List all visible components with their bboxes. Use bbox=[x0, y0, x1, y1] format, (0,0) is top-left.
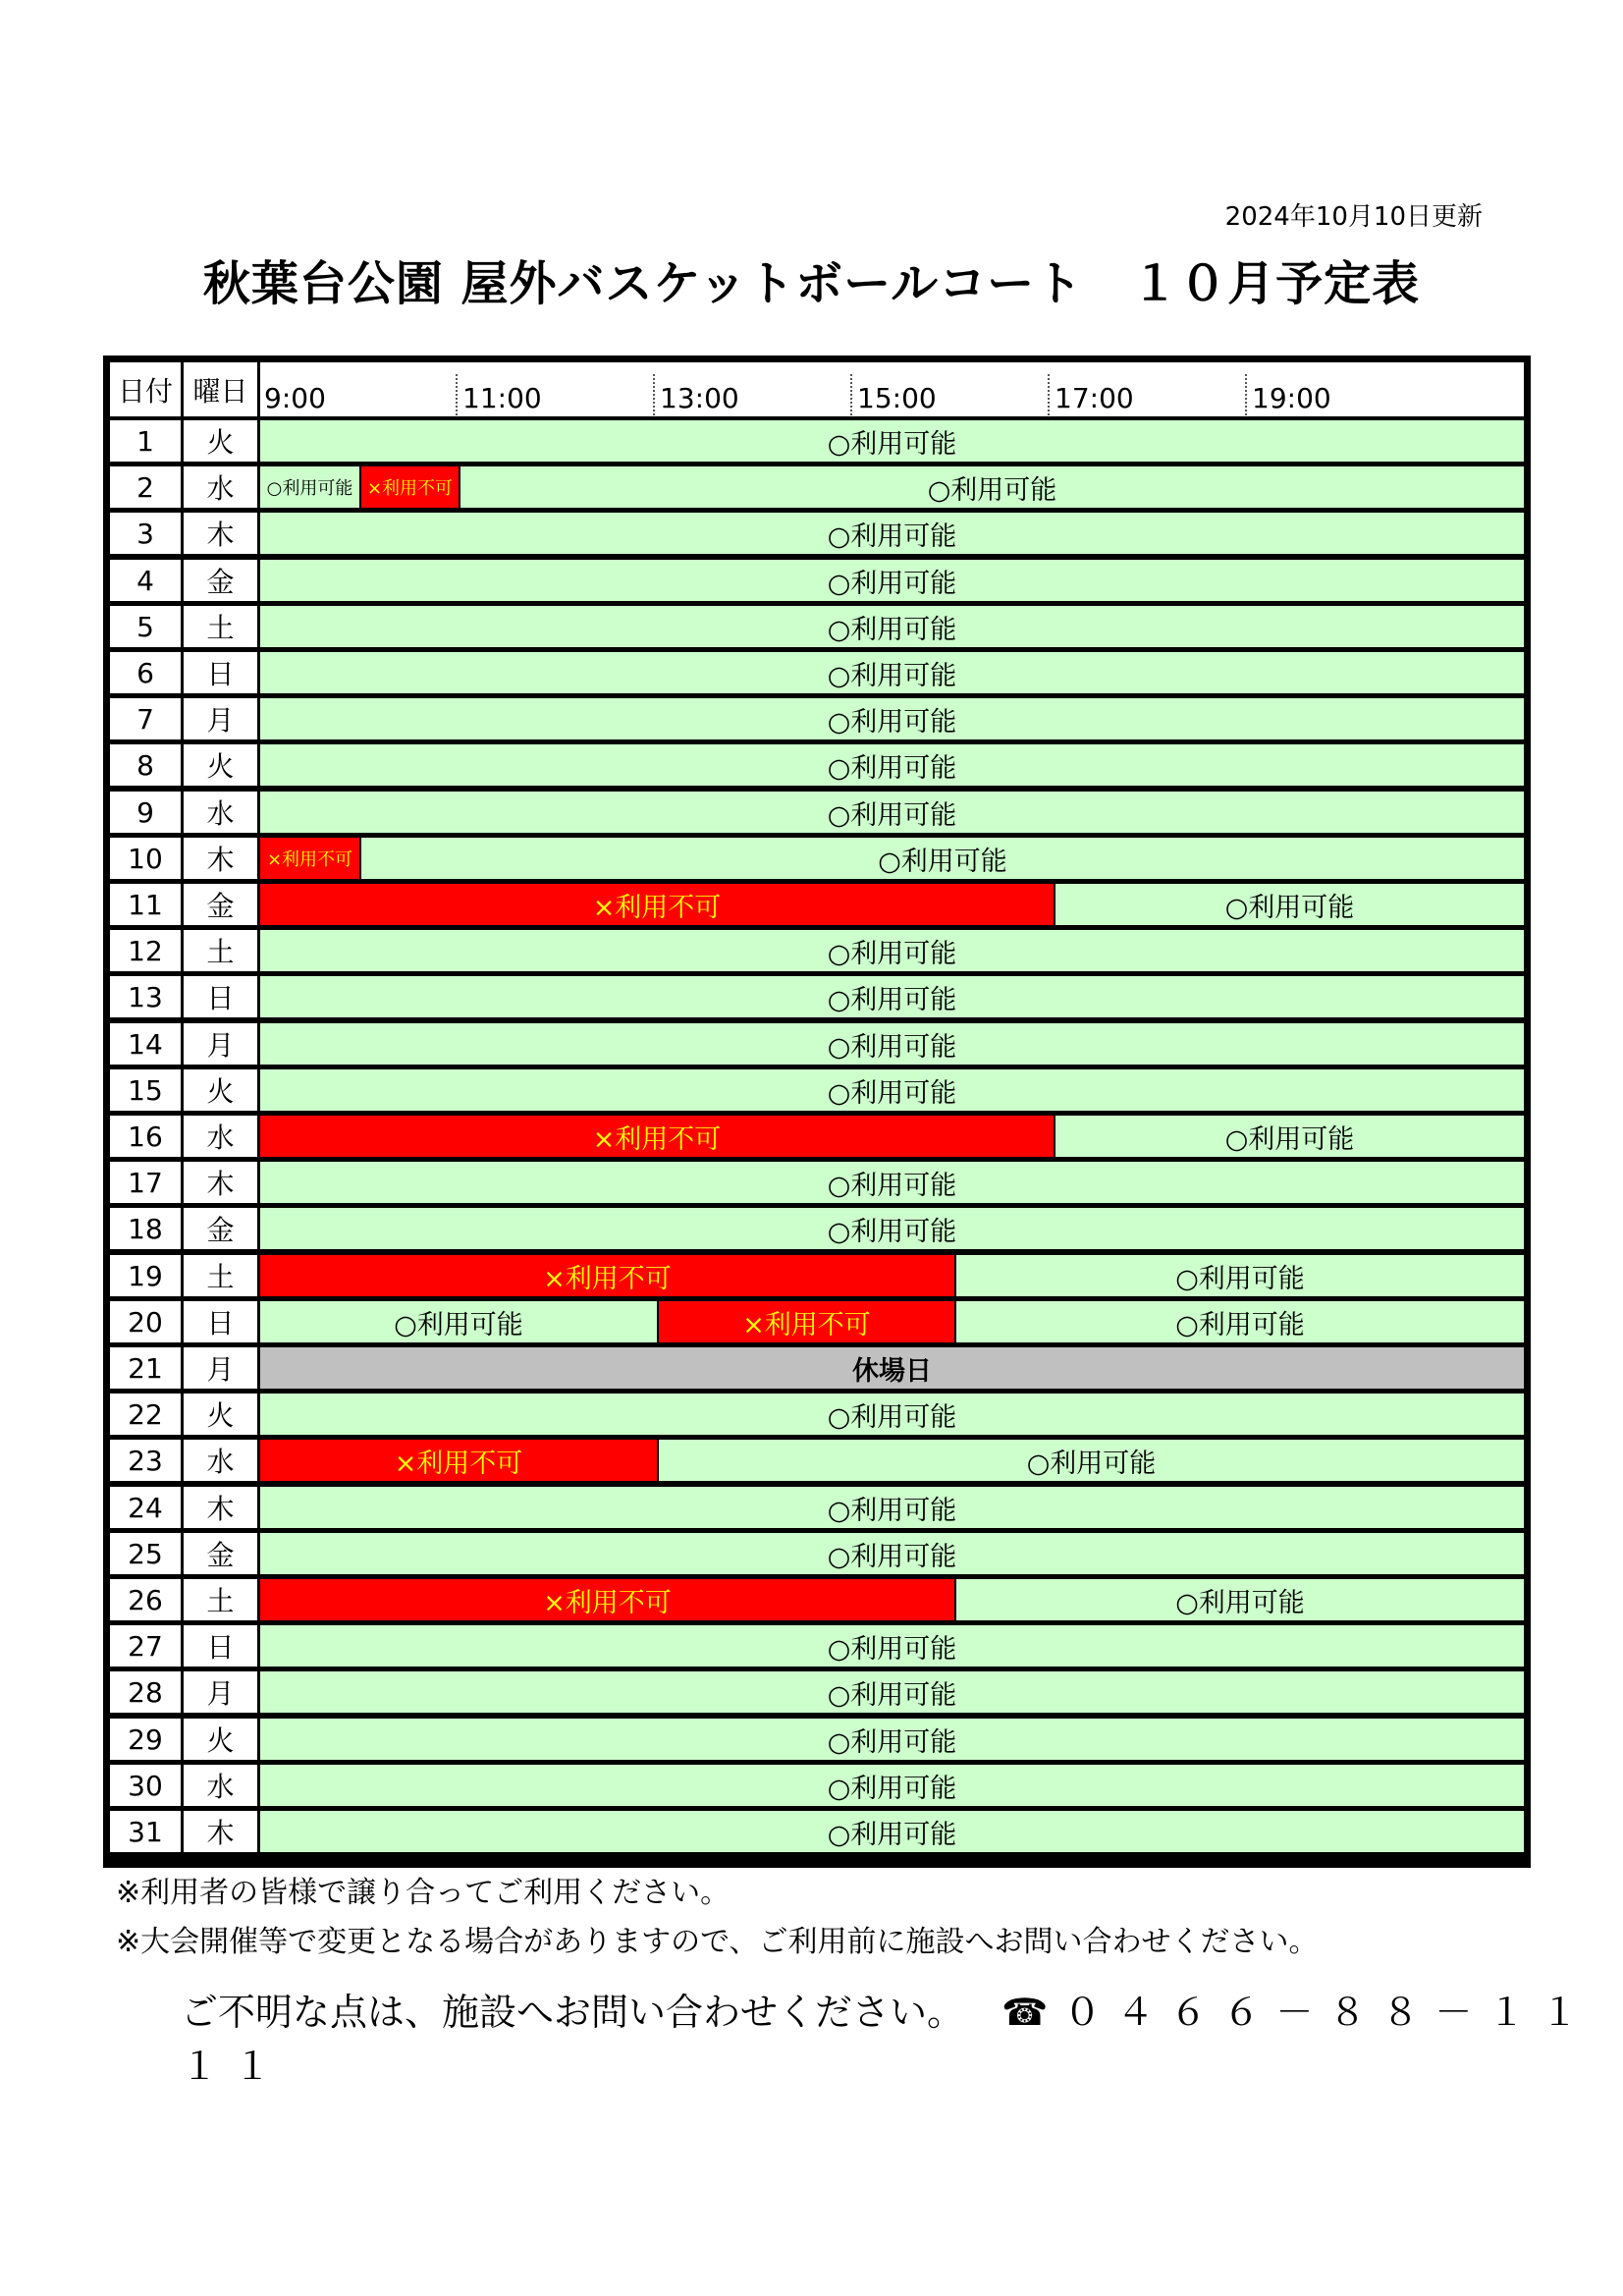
day-cell: 15 bbox=[110, 1069, 181, 1111]
day-cell: 27 bbox=[110, 1625, 181, 1667]
availability-ok: ○利用可能 bbox=[260, 606, 1524, 647]
time-label: 17:00 bbox=[1055, 382, 1134, 414]
weekday-cell: 木 bbox=[184, 1162, 257, 1203]
time-label: 9:00 bbox=[264, 382, 326, 414]
availability-ok: ○利用可能 bbox=[659, 1440, 1524, 1481]
day-cell: 8 bbox=[110, 744, 181, 786]
weekday-cell: 土 bbox=[184, 930, 257, 971]
weekday-cell: 水 bbox=[184, 1116, 257, 1157]
availability-ok: ○利用可能 bbox=[260, 1069, 1524, 1111]
time-label: 19:00 bbox=[1252, 382, 1331, 414]
day-cell: 19 bbox=[110, 1255, 181, 1296]
day-cell: 2 bbox=[110, 466, 181, 508]
day-cell: 1 bbox=[110, 420, 181, 462]
availability-ok: ○利用可能 bbox=[260, 1208, 1524, 1249]
availability-ng: ×利用不可 bbox=[361, 466, 459, 508]
day-cell: 26 bbox=[110, 1579, 181, 1620]
day-cell: 25 bbox=[110, 1533, 181, 1574]
day-cell: 12 bbox=[110, 930, 181, 971]
day-cell: 13 bbox=[110, 976, 181, 1017]
availability-ok: ○利用可能 bbox=[361, 838, 1524, 879]
weekday-cell: 木 bbox=[184, 838, 257, 879]
header-day: 日付 bbox=[110, 362, 181, 416]
phone-number: ☎０４６６－８８－１１１１ bbox=[181, 1991, 1595, 2088]
day-cell: 18 bbox=[110, 1208, 181, 1249]
availability-ng: ×利用不可 bbox=[260, 1579, 954, 1620]
weekday-cell: 木 bbox=[184, 513, 257, 554]
day-cell: 4 bbox=[110, 560, 181, 601]
weekday-cell: 火 bbox=[184, 744, 257, 786]
availability-ok: ○利用可能 bbox=[260, 560, 1524, 601]
weekday-cell: 木 bbox=[184, 1811, 257, 1852]
time-tick bbox=[1048, 374, 1052, 416]
weekday-cell: 火 bbox=[184, 1394, 257, 1435]
availability-ok: ○利用可能 bbox=[260, 1625, 1524, 1667]
day-cell: 22 bbox=[110, 1394, 181, 1435]
time-tick bbox=[1245, 374, 1249, 416]
availability-ok: ○利用可能 bbox=[260, 1023, 1524, 1065]
availability-ng: ×利用不可 bbox=[659, 1301, 954, 1342]
weekday-cell: 土 bbox=[184, 1579, 257, 1620]
availability-ng: ×利用不可 bbox=[260, 884, 1054, 925]
time-tick bbox=[850, 374, 854, 416]
header-timeline bbox=[260, 362, 1524, 416]
availability-ok: ○利用可能 bbox=[260, 466, 359, 508]
availability-ng: ×利用不可 bbox=[260, 1116, 1054, 1157]
contact-text: ご不明な点は、施設へお問い合わせください。 bbox=[181, 1991, 965, 2034]
day-cell: 20 bbox=[110, 1301, 181, 1342]
weekday-cell: 日 bbox=[184, 1625, 257, 1667]
day-cell: 31 bbox=[110, 1811, 181, 1852]
availability-ng: ×利用不可 bbox=[260, 838, 359, 879]
availability-ok: ○利用可能 bbox=[260, 1671, 1524, 1713]
day-cell: 9 bbox=[110, 792, 181, 833]
note: ※大会開催等で変更となる場合がありますので、ご利用前に施設へお問い合わせください。 bbox=[116, 1925, 1319, 1959]
availability-ok: ○利用可能 bbox=[260, 792, 1524, 833]
availability-ng: ×利用不可 bbox=[260, 1255, 954, 1296]
availability-ok: ○利用可能 bbox=[260, 930, 1524, 971]
day-cell: 5 bbox=[110, 606, 181, 647]
weekday-cell: 土 bbox=[184, 1255, 257, 1296]
page-title: 秋葉台公園 屋外バスケットボールコート １０月予定表 bbox=[202, 256, 1421, 311]
day-cell: 7 bbox=[110, 698, 181, 739]
availability-ok: ○利用可能 bbox=[260, 1719, 1524, 1760]
availability-ok: ○利用可能 bbox=[260, 1162, 1524, 1203]
header-weekday: 曜日 bbox=[184, 362, 257, 416]
schedule-table bbox=[103, 355, 1531, 1868]
weekday-cell: 金 bbox=[184, 884, 257, 925]
day-cell: 3 bbox=[110, 513, 181, 554]
availability-ok: ○利用可能 bbox=[260, 1301, 657, 1342]
availability-ok: ○利用可能 bbox=[260, 1487, 1524, 1528]
availability-ok: ○利用可能 bbox=[260, 1533, 1524, 1574]
contact-line bbox=[181, 1982, 1623, 2090]
day-cell: 6 bbox=[110, 652, 181, 693]
availability-ok: ○利用可能 bbox=[460, 466, 1524, 508]
time-tick bbox=[456, 374, 460, 416]
availability-ok: ○利用可能 bbox=[956, 1301, 1524, 1342]
weekday-cell: 月 bbox=[184, 1671, 257, 1713]
updated-date: 2024年10月10日更新 bbox=[1224, 202, 1483, 232]
day-cell: 14 bbox=[110, 1023, 181, 1065]
weekday-cell: 金 bbox=[184, 1533, 257, 1574]
availability-ok: ○利用可能 bbox=[956, 1255, 1524, 1296]
weekday-cell: 木 bbox=[184, 1487, 257, 1528]
availability-closed: 休場日 bbox=[260, 1347, 1524, 1389]
availability-ok: ○利用可能 bbox=[956, 1579, 1524, 1620]
availability-ok: ○利用可能 bbox=[260, 513, 1524, 554]
day-cell: 29 bbox=[110, 1719, 181, 1760]
availability-ok: ○利用可能 bbox=[1055, 884, 1524, 925]
day-cell: 16 bbox=[110, 1116, 181, 1157]
weekday-cell: 水 bbox=[184, 792, 257, 833]
availability-ok: ○利用可能 bbox=[260, 1765, 1524, 1806]
weekday-cell: 金 bbox=[184, 560, 257, 601]
day-cell: 30 bbox=[110, 1765, 181, 1806]
weekday-cell: 水 bbox=[184, 1440, 257, 1481]
day-cell: 24 bbox=[110, 1487, 181, 1528]
availability-ok: ○利用可能 bbox=[260, 698, 1524, 739]
availability-ok: ○利用可能 bbox=[260, 1394, 1524, 1435]
availability-ok: ○利用可能 bbox=[260, 1811, 1524, 1852]
weekday-cell: 月 bbox=[184, 1023, 257, 1065]
availability-ok: ○利用可能 bbox=[260, 652, 1524, 693]
day-cell: 10 bbox=[110, 838, 181, 879]
weekday-cell: 火 bbox=[184, 1069, 257, 1111]
time-label: 15:00 bbox=[857, 382, 937, 414]
availability-ok: ○利用可能 bbox=[260, 420, 1524, 462]
weekday-cell: 水 bbox=[184, 466, 257, 508]
day-cell: 23 bbox=[110, 1440, 181, 1481]
note: ※利用者の皆様で譲り合ってご利用ください。 bbox=[116, 1876, 730, 1910]
weekday-cell: 火 bbox=[184, 1719, 257, 1760]
weekday-cell: 月 bbox=[184, 1347, 257, 1389]
weekday-cell: 土 bbox=[184, 606, 257, 647]
day-cell: 11 bbox=[110, 884, 181, 925]
day-cell: 21 bbox=[110, 1347, 181, 1389]
time-label: 11:00 bbox=[462, 382, 542, 414]
weekday-cell: 月 bbox=[184, 698, 257, 739]
time-label: 13:00 bbox=[660, 382, 739, 414]
weekday-cell: 日 bbox=[184, 1301, 257, 1342]
weekday-cell: 火 bbox=[184, 420, 257, 462]
weekday-cell: 金 bbox=[184, 1208, 257, 1249]
time-tick bbox=[653, 374, 657, 416]
availability-ng: ×利用不可 bbox=[260, 1440, 657, 1481]
day-cell: 17 bbox=[110, 1162, 181, 1203]
day-cell: 28 bbox=[110, 1671, 181, 1713]
availability-ok: ○利用可能 bbox=[260, 976, 1524, 1017]
weekday-cell: 日 bbox=[184, 976, 257, 1017]
weekday-cell: 水 bbox=[184, 1765, 257, 1806]
availability-ok: ○利用可能 bbox=[1055, 1116, 1524, 1157]
weekday-cell: 日 bbox=[184, 652, 257, 693]
availability-ok: ○利用可能 bbox=[260, 744, 1524, 786]
